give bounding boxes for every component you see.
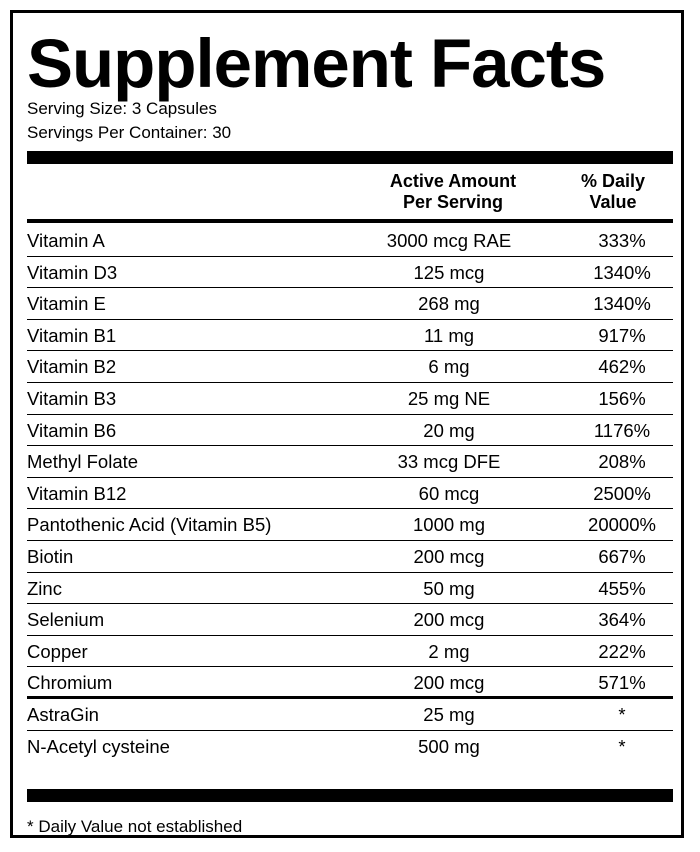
nutrient-daily-value: 156% <box>598 387 646 409</box>
table-row <box>27 604 673 636</box>
nutrient-amount: 3000 mcg RAE <box>386 230 512 251</box>
nutrient-amount: 200 mcg <box>413 545 485 567</box>
nutrient-amount: 33 mcg DFE <box>397 451 501 473</box>
nutrient-amount: 20 mg <box>423 419 475 441</box>
nutrient-daily-value: * <box>618 735 626 757</box>
nutrient-amount: 1000 mg <box>413 514 485 536</box>
table-row <box>27 446 673 478</box>
table-row <box>27 573 673 605</box>
nutrient-daily-value: 20000% <box>588 514 656 536</box>
table-row <box>27 225 673 257</box>
table-row <box>27 541 673 573</box>
nutrient-daily-value: 2500% <box>593 482 651 504</box>
nutrient-daily-value: 462% <box>598 356 646 378</box>
nutrient-name: Vitamin B2 <box>27 356 117 378</box>
nutrient-amount: 500 mg <box>418 735 480 757</box>
nutrient-amount: 11 mg <box>423 324 475 346</box>
header-active-amount: Active Amount Per Serving <box>389 171 517 212</box>
nutrient-daily-value: 571% <box>598 672 646 694</box>
table-row <box>27 699 673 731</box>
nutrient-name: Methyl Folate <box>27 451 139 473</box>
nutrient-name: Zinc <box>27 577 62 599</box>
nutrient-amount: 50 mg <box>423 577 475 599</box>
nutrient-name: Vitamin A <box>27 230 105 251</box>
table-row <box>27 351 673 383</box>
nutrient-name: Biotin <box>27 545 74 567</box>
nutrient-amount: 6 mg <box>428 356 470 378</box>
serving-size: Serving Size: 3 Capsules <box>27 99 217 118</box>
nutrient-amount: 200 mcg <box>413 609 485 631</box>
nutrient-name: Pantothenic Acid (Vitamin B5) <box>27 514 272 536</box>
nutrient-name: Chromium <box>27 672 113 694</box>
nutrient-name: Selenium <box>27 609 105 631</box>
header-divider <box>27 219 673 223</box>
nutrient-daily-value: 333% <box>598 230 646 251</box>
nutrient-daily-value: * <box>618 703 626 725</box>
table-row <box>27 636 673 668</box>
servings-per-container: Servings Per Container: 30 <box>27 123 232 142</box>
nutrient-daily-value: 208% <box>598 451 646 473</box>
table-row <box>27 415 673 447</box>
nutrient-daily-value: 917% <box>598 324 646 346</box>
nutrient-daily-value: 1340% <box>593 293 651 315</box>
nutrient-amount: 25 mg NE <box>407 387 491 409</box>
top-divider-bar <box>27 151 673 164</box>
bottom-divider-bar <box>27 789 673 802</box>
nutrient-name: N-Acetyl cysteine <box>27 735 170 757</box>
table-row <box>27 509 673 541</box>
table-row <box>27 478 673 510</box>
nutrient-daily-value: 1340% <box>593 261 651 283</box>
nutrient-table <box>27 225 673 762</box>
nutrient-daily-value: 222% <box>598 640 646 662</box>
footnote: * Daily Value not established <box>27 817 243 836</box>
table-row <box>27 731 673 763</box>
panel-title: Supplement Facts <box>27 25 606 102</box>
nutrient-amount: 200 mcg <box>413 672 485 694</box>
nutrient-name: Vitamin B3 <box>27 387 117 409</box>
nutrient-name: Vitamin B12 <box>27 482 127 504</box>
table-row <box>27 288 673 320</box>
nutrient-name: Vitamin D3 <box>27 261 118 283</box>
nutrient-name: Vitamin E <box>27 293 106 315</box>
nutrient-daily-value: 364% <box>598 609 646 631</box>
nutrient-daily-value: 455% <box>598 577 646 599</box>
nutrient-name: AstraGin <box>27 703 99 725</box>
nutrient-amount: 25 mg <box>423 703 475 725</box>
nutrient-name: Vitamin B6 <box>27 419 117 441</box>
table-row <box>27 667 673 699</box>
nutrient-name: Vitamin B1 <box>27 324 117 346</box>
nutrient-amount: 2 mg <box>428 640 470 662</box>
nutrient-amount: 125 mcg <box>413 261 485 283</box>
nutrient-name: Copper <box>27 640 88 662</box>
nutrient-daily-value: 667% <box>598 545 646 567</box>
table-row <box>27 320 673 352</box>
supplement-facts-panel <box>10 10 684 838</box>
table-row <box>27 383 673 415</box>
nutrient-amount: 60 mcg <box>418 482 480 504</box>
nutrient-amount: 268 mg <box>418 293 480 315</box>
nutrient-daily-value: 1176% <box>593 419 651 441</box>
table-row <box>27 257 673 289</box>
header-daily-value: % Daily Value <box>580 171 646 212</box>
